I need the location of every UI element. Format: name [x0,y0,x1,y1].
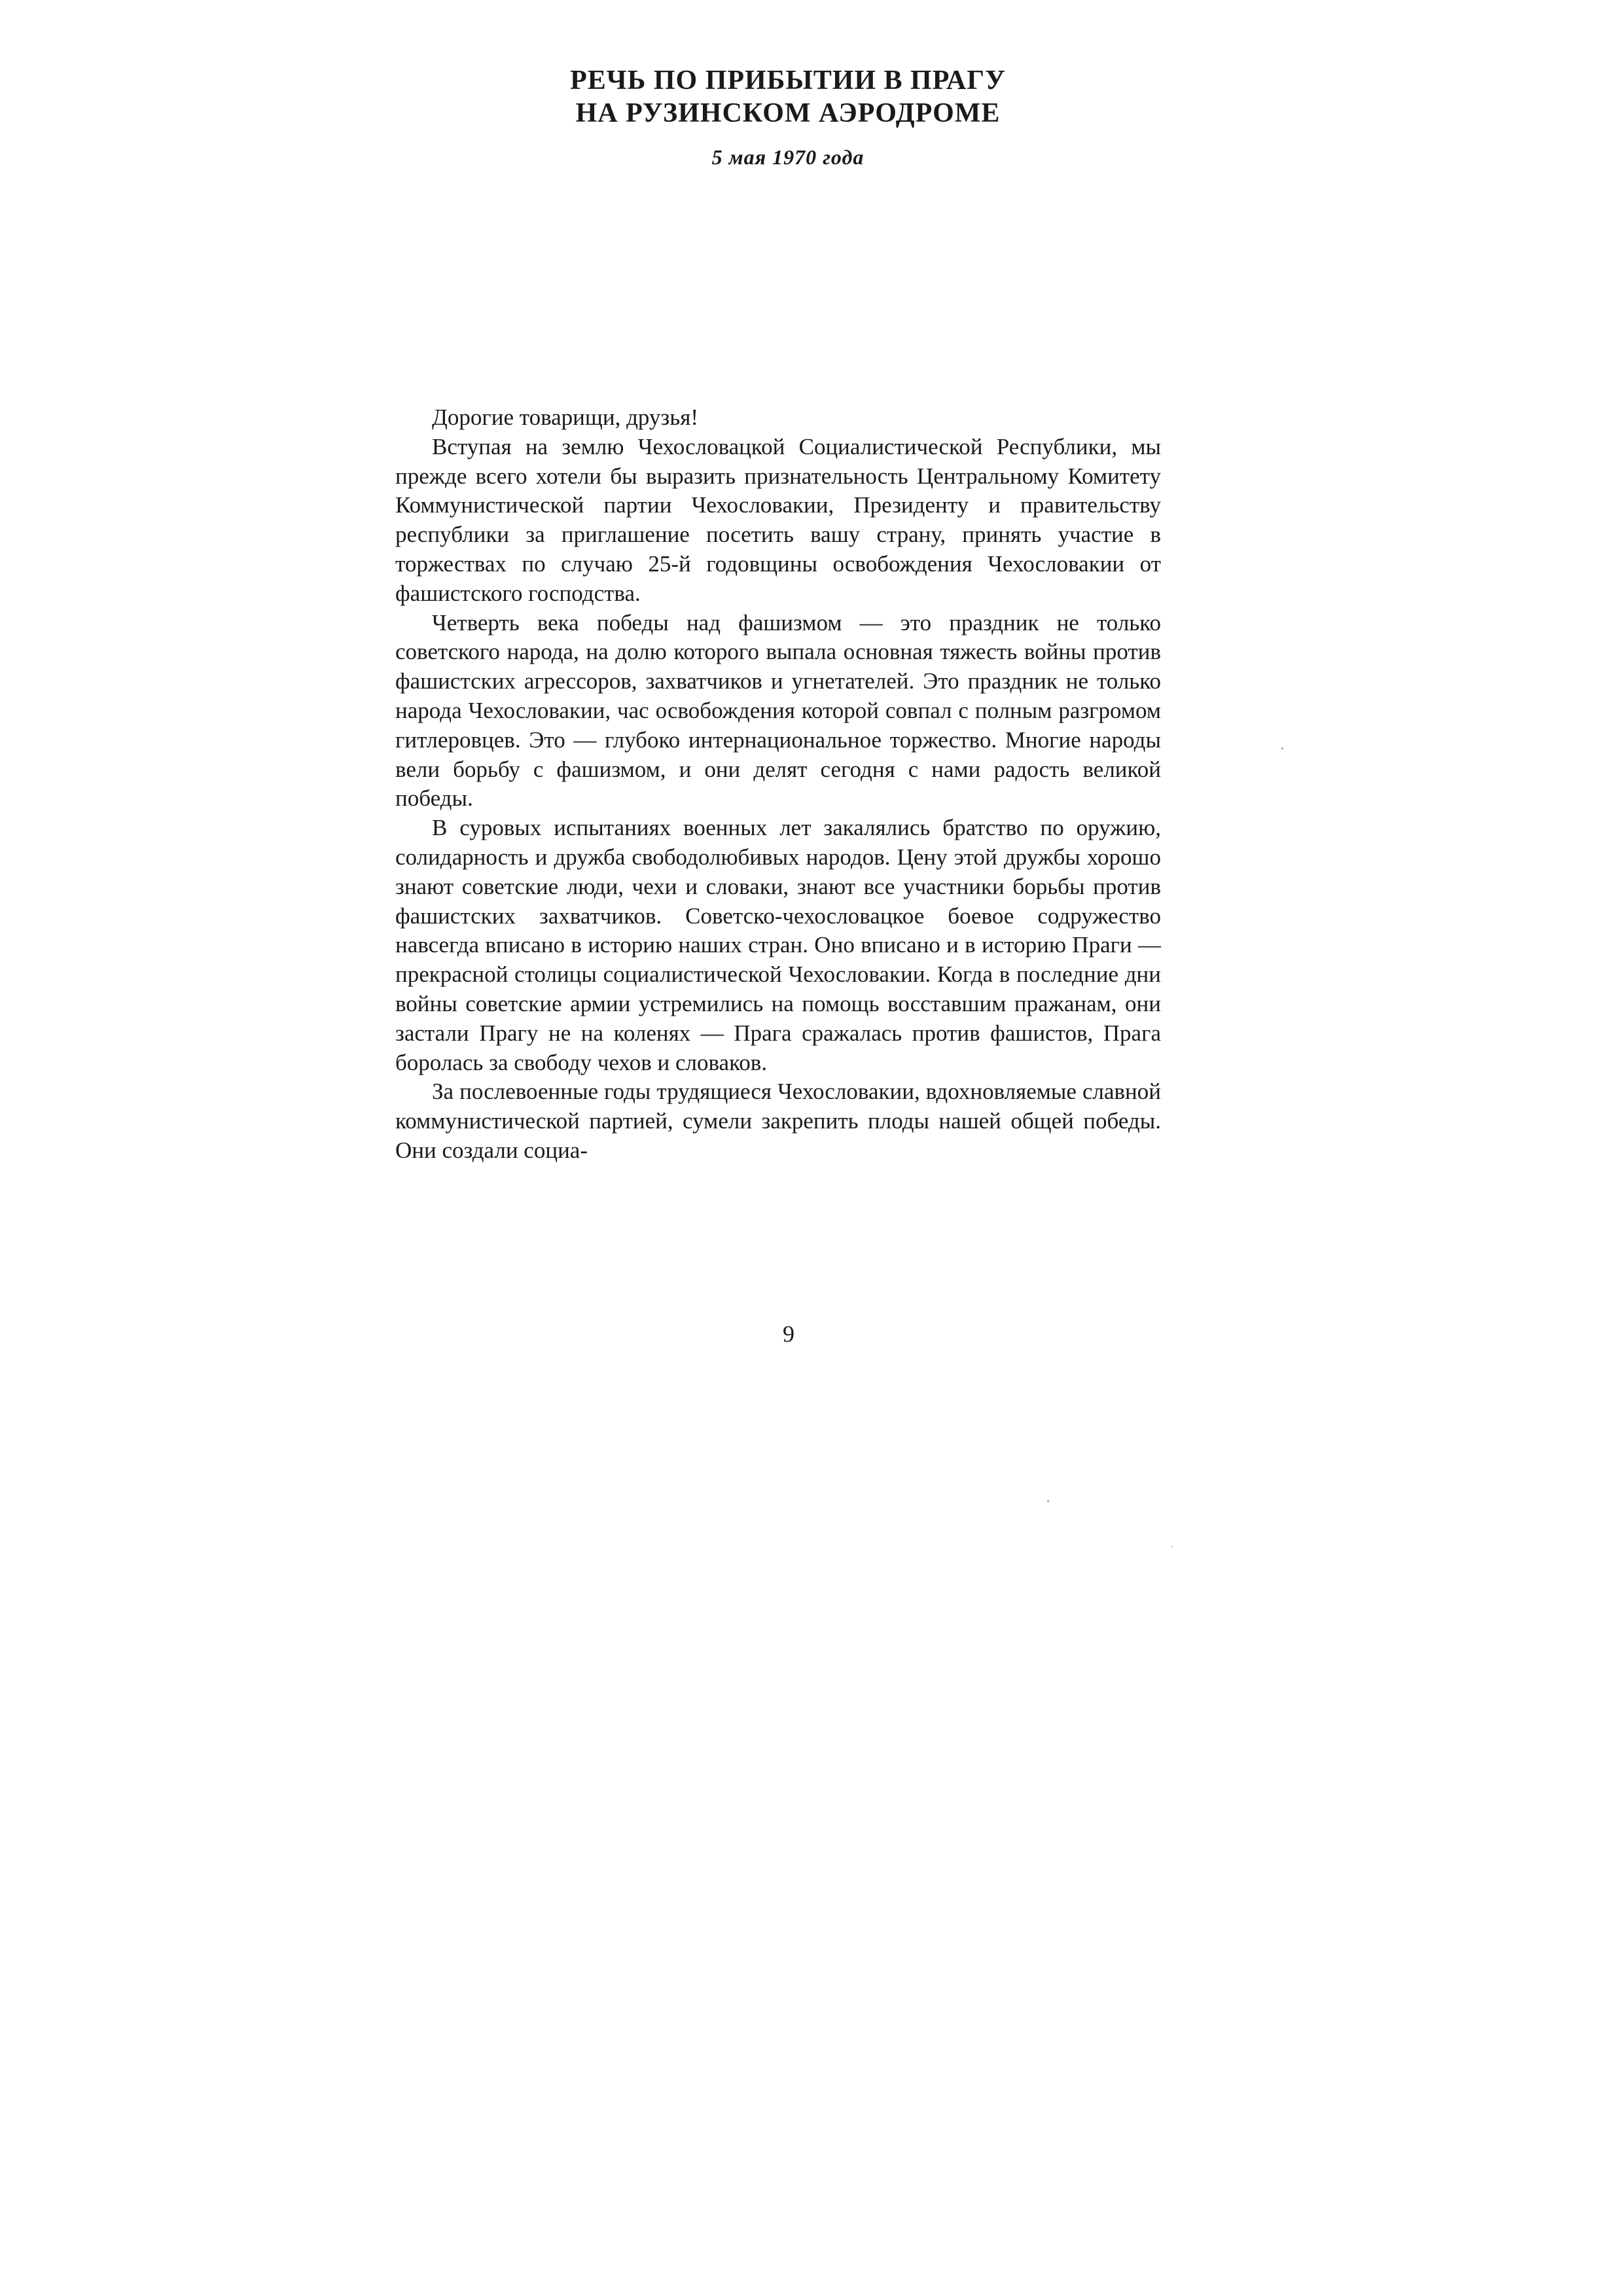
heading-block [395,64,1181,170]
paragraph: Вступая на землю Чехословацкой Социалистической Республики, мы прежде всего хотели бы выразить признательность Центральному Комитету Коммунистической партии Чехословакии, Президенту и правительству республики за приглашение посетить вашу страну, принять участие в торжествах по случаю 25-й годовщины освобождения Чехословакии от фашистского господства. [395,433,1161,606]
speech-date: 5 мая 1970 года [711,145,865,169]
paragraph: За послевоенные годы трудящиеся Чехословакии, вдохновляемые славной коммунистической партией, сумели закрепить плоды нашей общей победы. Они создали социа- [395,1079,1161,1163]
page-number: 9 [783,1321,794,1347]
scan-speck [1171,1546,1173,1547]
scan-speck [1281,747,1283,749]
paragraph-greeting: Дорогие товарищи, друзья! [432,404,698,430]
speech-body [395,403,1161,1166]
paragraph: В суровых испытаниях военных лет закалялись братство по оружию, солидарность и дружба свободолюбивых народов. Цену этой дружбы хорошо знают советские люди, чехи и словаки, знают все участники борьбы против фашистских захватчиков. Советско-чехословацкое боевое содружество навсегда вписано в историю наших стран. Оно вписано и в историю Праги — прекрасной столицы социалистической Чехословакии. Когда в последние дни войны советские армии устремились на помощь восставшим пражанам, они застали Прагу не на коленях — Прага сражалась против фашистов, Прага боролась за свободу чехов и словаков. [395,815,1161,1075]
speech-title-line-1: РЕЧЬ ПО ПРИБЫТИИ В ПРАГУ [570,65,1006,96]
speech-title-line-2: НА РУЗИНСКОМ АЭРОДРОМЕ [575,98,1001,128]
scan-speck [1047,1500,1049,1502]
paragraph: Четверть века победы над фашизмом — это праздник не только советского народа, на долю которого выпала основная тяжесть войны против фашистских агрессоров, захватчиков и угнетателей. Это праздник не только народа Чехословакии, час освобождения которой совпал с полным разгромом гитлеровцев. Это — глубоко интернациональное торжество. Многие народы вели борьбу с фашизмом, и они делят сегодня с нами радость великой победы. [395,609,1161,812]
